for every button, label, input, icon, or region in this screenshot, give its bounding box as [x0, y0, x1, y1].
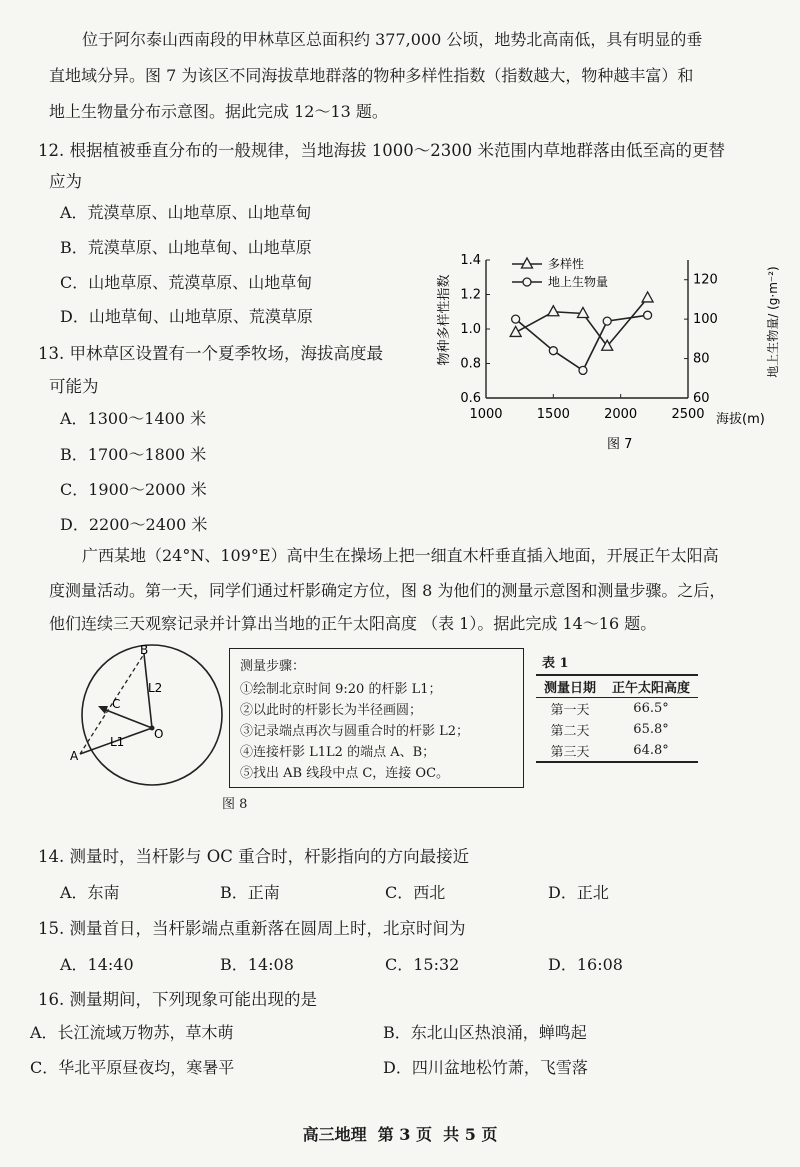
q15-option-c: C．15:32: [385, 955, 460, 974]
step-2: ②以此时的杆影长为半径画圆；: [240, 703, 423, 718]
diversity-data-point: [510, 326, 521, 336]
q16-stem: 16. 测量期间，下列现象可能出现的是: [38, 990, 317, 1009]
biomass-data-point: [549, 347, 557, 355]
table-cell-day: 第三天: [536, 740, 604, 762]
y-axis-right-label: 地上生物量/ (g·m⁻²): [766, 266, 780, 378]
legend-triangle-icon: [522, 258, 533, 268]
q15-option-b: B．14:08: [220, 955, 294, 974]
table-cell-day: 第二天: [550, 724, 590, 739]
q12-option-d: D．山地草甸、山地草原、荒漠草原: [60, 307, 313, 326]
figure-7-chart: [420, 240, 790, 460]
q13-stem-line-2: 可能为: [49, 377, 99, 396]
step-3: ③记录端点再次与圆重合时的杆影 L2；: [240, 724, 470, 739]
y-left-tick-label: 0.8: [460, 356, 481, 372]
q15-option-a: A．14:40: [60, 955, 134, 974]
diversity-data-point: [548, 306, 559, 316]
biomass-data-point: [603, 317, 611, 325]
q14-option-d: D．正北: [548, 883, 609, 902]
y-axis-left-label: 物种多样性指数: [437, 274, 452, 366]
q13-option-a: A．1300～1400 米: [60, 409, 207, 428]
table-row: [536, 719, 698, 740]
x-tick-label: 2000: [604, 407, 638, 422]
y-left-tick-label: 1.0: [460, 322, 481, 337]
table-header-altitude: 正午太阳高度: [604, 675, 698, 698]
label-o: O: [154, 727, 164, 741]
x-tick-label: 2500: [671, 407, 705, 422]
label-l1: L1: [110, 735, 125, 749]
step-4: ④连接杆影 L1L2 的端点 A、B；: [240, 745, 436, 760]
y-left-tick-label: 1.2: [460, 287, 481, 303]
y-left-tick-label: 0.6: [460, 391, 481, 406]
arrow-head-icon: [98, 706, 108, 714]
q14-option-a: A．东南: [60, 883, 120, 902]
table-cell-value: 65.8°: [633, 722, 669, 737]
y-right-tick-label: 100: [693, 312, 718, 328]
q12-stem-line-1: 12. 根据植被垂直分布的一般规律，当地海拔 1000～2300 米范围内草地群落由低至高的更替: [38, 141, 725, 160]
q15-option-d: D．16:08: [548, 955, 623, 974]
q14-stem: 14. 测量时，当杆影与 OC 重合时，杆影指向的方向最接近: [38, 847, 470, 866]
passage-1-line-2: 直地域分异。图 7 为该区不同海拔草地群落的物种多样性指数（指数越大，物种越丰富）和: [49, 66, 694, 85]
y-left-tick-label: 1.4: [460, 253, 481, 268]
passage-1-line-3: 地上生物量分布示意图。据此完成 12～13 题。: [49, 102, 388, 121]
table-cell-value: 64.8°: [604, 740, 698, 762]
step-1: ①绘制北京时间 9:20 的杆影 L1；: [240, 682, 442, 697]
passage-1-line-1: 位于阿尔泰山西南段的甲林草区总面积约 377,000 公顷，地势北高南低，具有明显的垂: [82, 30, 703, 49]
q14-option-c: C．西北: [385, 883, 446, 902]
x-axis-label: 海拔(m): [716, 412, 765, 427]
q13-option-c: C．1900～2000 米: [60, 480, 207, 499]
table-cell-day: 第一天: [550, 703, 590, 718]
passage-2-line-1: 广西某地（24°N、109°E）高中生在操场上把一细直木杆垂直插入地面，开展正午太阳高: [82, 546, 719, 565]
passage-2-line-3: 他们连续三天观察记录并计算出当地的正午太阳高度 （表 1）。据此完成 14～16 题。: [49, 614, 657, 633]
shadow-circle: [82, 645, 222, 785]
y-right-tick-label: 60: [693, 391, 710, 406]
table-cell-value: 66.5°: [633, 701, 669, 716]
label-b: B: [140, 643, 149, 657]
q12-option-b: B．荒漠草原、山地草甸、山地草原: [60, 238, 312, 257]
q14-option-b: B．正南: [220, 883, 280, 902]
label-c: C: [112, 697, 121, 711]
y-right-tick-label: 120: [693, 272, 718, 288]
passage-2-line-2: 度测量活动。第一天，同学们通过杆影确定方位，图 8 为他们的测量示意图和测量步骤。之后，: [49, 581, 726, 600]
legend-label: 地上生物量: [548, 275, 609, 289]
q12-stem-line-2: 应为: [49, 172, 82, 191]
step-5: ⑤找出 AB 线段中点 C，连接 OC。: [240, 766, 450, 781]
page-footer: 高三地理 第 3 页 共 5 页: [302, 1125, 498, 1144]
legend-circle-icon: [523, 278, 531, 286]
label-a: A: [70, 749, 79, 763]
biomass-data-point: [579, 366, 587, 374]
diversity-series-line: [516, 298, 648, 346]
table-row: [536, 740, 698, 762]
table-row: [536, 698, 698, 720]
biomass-data-point: [512, 315, 520, 323]
label-l2: L2: [148, 681, 163, 695]
q16-option-d: D．四川盆地松竹萧，飞雪落: [383, 1058, 588, 1077]
steps-title: 测量步骤：: [240, 659, 306, 674]
legend-label: 多样性: [548, 257, 585, 271]
q16-option-b: B．东北山区热浪涌，蝉鸣起: [383, 1023, 587, 1042]
biomass-series-line: [516, 315, 648, 370]
q12-option-c: C．山地草原、荒漠草原、山地草甸: [60, 273, 313, 292]
x-tick-label: 1500: [536, 407, 570, 422]
x-tick-label: 1000: [469, 407, 503, 422]
figure-7-caption: 图 7: [607, 437, 633, 452]
diversity-data-point: [642, 292, 653, 302]
table-1-title: 表 1: [542, 656, 569, 671]
figure-8-caption: 图 8: [222, 797, 248, 812]
measurement-steps-box: [229, 648, 524, 788]
figure-8-diagram: [60, 640, 230, 810]
q16-option-a: A．长江流域万物苏，草木萌: [30, 1023, 234, 1042]
y-right-tick-label: 80: [693, 351, 710, 367]
q13-option-b: B．1700～1800 米: [60, 445, 207, 464]
q16-option-c: C．华北平原昼夜均，寒暑平: [30, 1058, 235, 1077]
q13-stem-line-1: 13. 甲林草区设置有一个夏季牧场，海拔高度最: [38, 344, 383, 363]
line-oc: [106, 710, 152, 728]
biomass-data-point: [644, 311, 652, 319]
table-1: [536, 674, 698, 763]
table-header-row: [536, 675, 698, 698]
q15-stem: 15. 测量首日，当杆影端点重新落在圆周上时，北京时间为: [38, 919, 466, 938]
q13-option-d: D．2200～2400 米: [60, 515, 208, 534]
table-header-date: 测量日期: [536, 675, 604, 698]
q12-option-a: A．荒漠草原、山地草原、山地草甸: [60, 203, 312, 222]
